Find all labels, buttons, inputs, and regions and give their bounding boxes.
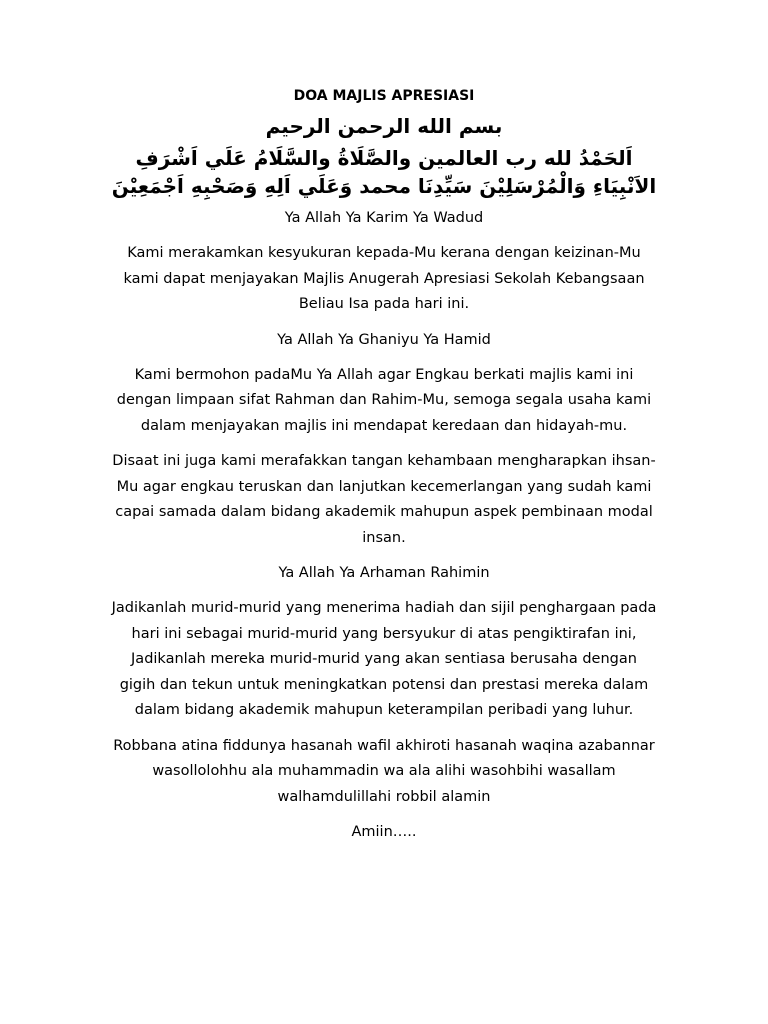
paragraph-line: wasollolohhu ala muhammadin wa ala alihi wasohbihi wasallam (152, 763, 616, 779)
paragraph-line: capai samada dalam bidang akademik mahupun aspek pembinaan modal (115, 504, 653, 520)
paragraph-line: walhamdulillahi robbil alamin (277, 788, 491, 805)
paragraph-closing-prayer (88, 734, 680, 811)
paragraph-line: insan. (362, 529, 406, 546)
paragraph-blessing (88, 363, 680, 440)
bismillah-text: بسم الله الرحمن الرحيم (265, 114, 503, 138)
hamd-line: اَلحَمْدُ لله رب العالمين والصَّلَاةُ والسَّلَامُ عَلَي اَشْرَفِ (135, 146, 633, 170)
invocation-ghaniyu-hamid: Ya Allah Ya Ghaniyu Ya Hamid (277, 331, 491, 348)
paragraph-line: Disaat ini juga kami merafakkan tangan kehambaan mengharapkan ihsan- (112, 453, 656, 469)
paragraph-line: Jadikanlah mereka murid-murid yang akan sentiasa berusaha dengan (131, 651, 637, 667)
paragraph-line: gigih dan tekun untuk meningkatkan potensi dan prestasi mereka dalam (119, 676, 649, 693)
paragraph-line: Jadikanlah murid-murid yang menerima hadiah dan sijil penghargaan pada (111, 600, 657, 616)
paragraph-line: Mu agar engkau teruskan dan lanjutkan kecemerlangan yang sudah kami (116, 478, 652, 495)
paragraph-line: Kami merakamkan kesyukuran kepada-Mu kerana dengan keizinan-Mu (127, 245, 641, 261)
paragraph-line: dengan limpaan sifat Rahman dan Rahim-Mu, semoga segala usaha kami (116, 392, 652, 408)
invocation-karim-wadud: Ya Allah Ya Karim Ya Wadud (284, 210, 484, 226)
paragraph-gratitude (88, 241, 680, 318)
paragraph-line: dalam menjayakan majlis ini mendapat keredaan dan hidayah-mu. (140, 417, 628, 434)
paragraph-line: kami dapat menjayakan Majlis Anugerah Apresiasi Sekolah Kebangsaan (123, 270, 645, 287)
paragraph-line: hari ini sebagai murid-murid yang bersyukur di atas pengiktirafan ini, (131, 625, 637, 642)
invocation-arhaman-rahimin: Ya Allah Ya Arhaman Rahimin (278, 565, 490, 581)
closing-amin: Amiin….. (351, 824, 417, 840)
paragraph-line: dalam bidang akademik mahupun keterampilan peribadi yang luhur. (134, 702, 634, 718)
hamd-text (84, 144, 684, 200)
hamd-line: الاَنْبِيَاءِ وَالْمُرْسَلِيْنَ سَيِّدِنَا محمد وَعَلَي اَلِهِ وَصَحْبِهِ اَجْمَعِيْنَ (111, 174, 657, 198)
paragraph-students (88, 596, 680, 724)
document-page (88, 86, 680, 855)
paragraph-line: Beliau Isa pada hari ini. (298, 296, 470, 312)
paragraph-line: Kami bermohon padaMu Ya Allah agar Engkau berkati majlis kami ini (134, 366, 634, 383)
paragraph-excellence (88, 449, 680, 551)
paragraph-line: Robbana atina fiddunya hasanah wafil akhiroti hasanah waqina azabannar (113, 737, 655, 754)
document-title: DOA MAJLIS APRESIASI (293, 88, 475, 104)
